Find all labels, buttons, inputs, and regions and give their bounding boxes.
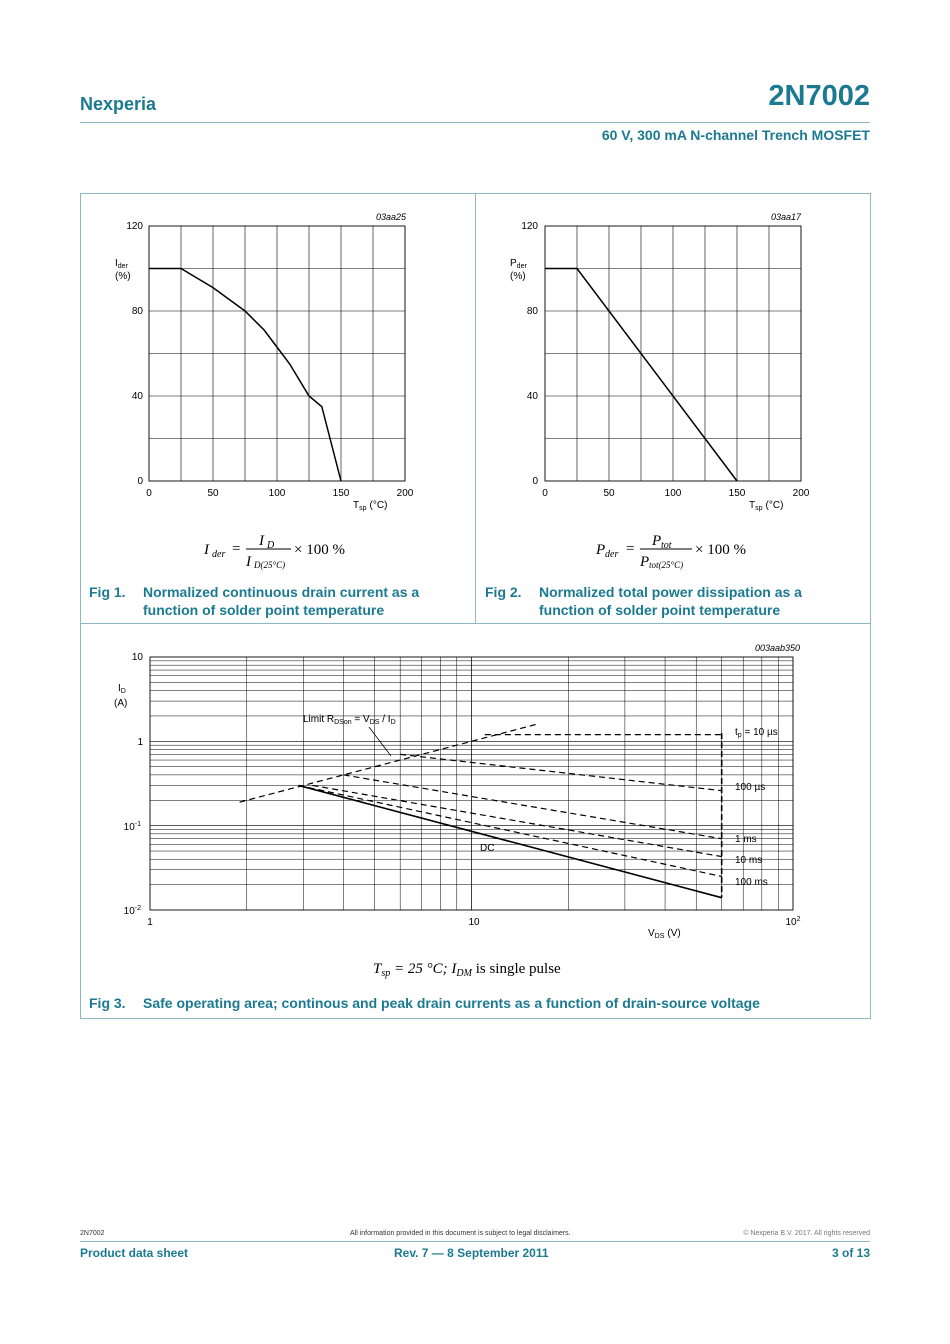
footer-revision: Rev. 7 — 8 September 2011 [394, 1246, 549, 1260]
fig3-grid [150, 657, 793, 910]
fig3-curves [240, 724, 722, 898]
fig2-xlabel: $T_{sp}$ (°C) [749, 500, 784, 512]
svg-text:× 100 %: × 100 % [294, 542, 345, 558]
fig3-10ms-label: 10 ms [735, 855, 763, 866]
fig1-xtick: 200 [396, 488, 414, 499]
soa-curve-limit-rdson-vds-id [240, 724, 538, 802]
svg-text:× 100 %: × 100 % [695, 542, 746, 558]
fig1-ytick: 80 [131, 306, 143, 317]
fig1-caption [89, 583, 469, 623]
svg-text:P: P [596, 542, 606, 558]
fig3-1ms-label: 1 ms [735, 834, 757, 845]
svg-text:I: I [204, 542, 209, 558]
svg-text:P: P [652, 533, 662, 549]
fig3-caption-number: Fig 3. [89, 995, 126, 1011]
fig1-xlabel: $T_{sp}$ (°C) [353, 500, 388, 512]
brand-logo: Nexperia [80, 94, 157, 114]
fig3-xtick: $10^2$ [785, 916, 801, 928]
document-subtitle: 60 V, 300 mA N-channel Trench MOSFET [601, 127, 870, 143]
fig2-xtick: 0 [542, 488, 548, 499]
fig3-100ms-label: 100 ms [735, 877, 768, 888]
fig1-chart [115, 212, 414, 570]
fig1-xtick: 150 [332, 488, 350, 499]
fig3-ylabel: $I_D$ [118, 683, 126, 695]
fig3-limit-label: Limit $R_{DSon} = V_{DS} / I_D$ [303, 714, 396, 726]
svg-text:D(25°C): D(25°C) [254, 560, 286, 570]
fig3-tp-label: $t_p = 10$ µs [735, 727, 778, 739]
svg-text:D: D [267, 540, 275, 551]
fig2-ylabel-unit: (%) [510, 271, 526, 282]
svg-text:=: = [232, 541, 241, 557]
fig2-caption [485, 583, 865, 623]
fig1-grid [149, 226, 405, 481]
footer-doc-type: Product data sheet [80, 1246, 189, 1260]
fig2-chart [510, 212, 810, 570]
fig2-grid [545, 226, 801, 481]
fig1-caption-line1: Normalized continuous drain current as a [143, 584, 420, 600]
fig3-equation [373, 961, 561, 979]
fig2-ytick: 0 [532, 476, 538, 487]
fig1-ytick: 40 [131, 391, 143, 402]
fig1-ylabel: $I_{der}$ [115, 258, 128, 270]
fig1-ylabel-unit: (%) [115, 271, 131, 282]
svg-text:der: der [212, 549, 226, 560]
fig1-caption-line2: function of solder point temperature [143, 602, 385, 618]
fig3-xlabel: $V_{DS}$ (V) [648, 928, 681, 940]
svg-text:tot(25°C): tot(25°C) [649, 560, 684, 570]
fig3-xtick: 10 [468, 917, 480, 928]
svg-text:I: I [246, 554, 251, 570]
fig2-xtick: 50 [603, 488, 615, 499]
footer-disclaimer: All information provided in this document is subject to legal disclaimers. [350, 1230, 571, 1237]
soa-curve-dc [299, 785, 722, 897]
fig1-ytick: 0 [137, 476, 143, 487]
fig2-caption-line1: Normalized total power dissipation as a [539, 584, 802, 600]
fig2-code: 03aa17 [770, 212, 801, 222]
soa-curve-10-ms [312, 785, 721, 856]
fig1-equation [203, 533, 345, 570]
fig1-xtick: 0 [146, 488, 152, 499]
footer-copyright: © Nexperia B.V. 2017. All rights reserved [743, 1230, 870, 1237]
fig1-code: 03aa25 [375, 212, 406, 222]
footer-divider [80, 1241, 870, 1242]
fig1-xtick: 100 [268, 488, 286, 499]
fig2-caption-number: Fig 2. [485, 584, 522, 600]
fig2-equation [595, 533, 746, 570]
fig1-xtick: 50 [207, 488, 219, 499]
fig2-ylabel: $P_{der}$ [510, 258, 527, 270]
fig3-caption [89, 994, 864, 1014]
svg-text:I: I [259, 533, 264, 549]
soa-curve-100-ms [299, 785, 722, 876]
footer-doc-id: 2N7002 [80, 1230, 105, 1237]
footer-page: 3 of 13 [831, 1246, 870, 1260]
svg-text:der: der [605, 549, 619, 560]
fig3-caption-text: Safe operating area; continous and peak drain currents as a function of drain-source voltage [143, 995, 760, 1011]
fig2-xtick: 200 [792, 488, 810, 499]
svg-text:=: = [626, 541, 635, 557]
fig3-code: 003aab350 [754, 643, 800, 653]
fig3-xtick: 1 [147, 917, 153, 928]
svg-text:Tsp = 25 °C; IDM is single pul: $T_{sp} = 25$ °C; $I_{DM}$ is single pulse [373, 961, 561, 979]
fig3-ylabel-unit: (A) [114, 698, 128, 709]
svg-text:tot: tot [661, 540, 672, 551]
fig3-ytick: $10^{-2}$ [123, 905, 141, 917]
fig2-ytick: 40 [526, 391, 538, 402]
fig3-ytick: 10 [131, 652, 143, 663]
fig3-ytick: $10^{-1}$ [123, 821, 141, 833]
svg-text:P: P [640, 554, 650, 570]
fig3-100us-label: 100 µs [735, 782, 766, 793]
fig3-chart [114, 643, 801, 979]
fig1-ytick: 120 [126, 221, 143, 232]
fig2-ytick: 80 [526, 306, 538, 317]
fig1-caption-number: Fig 1. [89, 584, 126, 600]
part-number: 2N7002 [768, 80, 870, 112]
fig3-dc-label: DC [480, 843, 495, 854]
fig2-caption-line2: function of solder point temperature [539, 602, 781, 618]
fig2-ytick: 120 [521, 221, 538, 232]
fig2-xtick: 150 [728, 488, 746, 499]
fig2-xtick: 100 [664, 488, 682, 499]
fig3-ytick: 1 [137, 737, 143, 748]
